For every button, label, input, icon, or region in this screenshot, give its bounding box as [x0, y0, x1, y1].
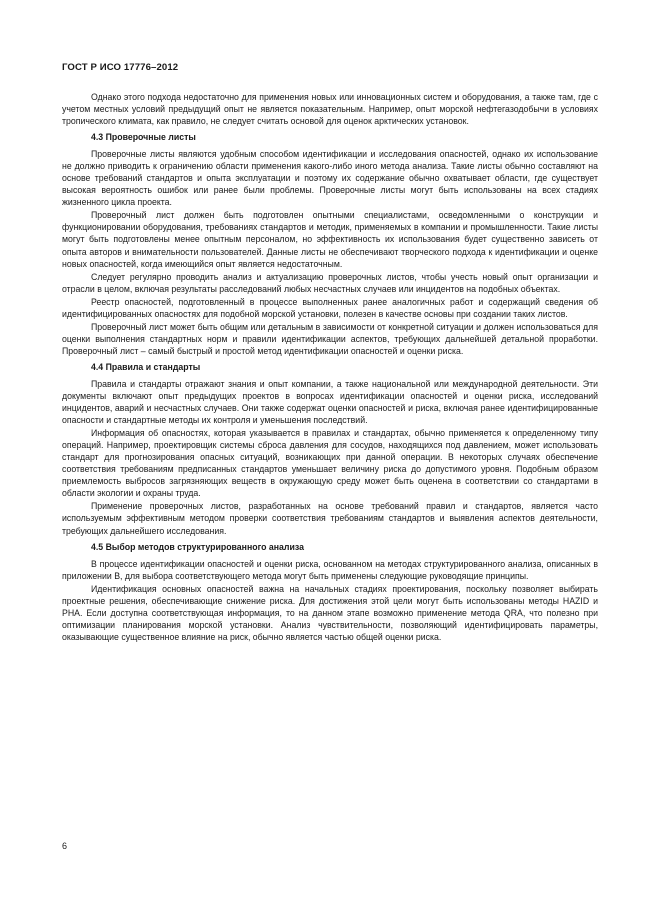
paragraph: Реестр опасностей, подготовленный в процессе выполненных ранее аналогичных работ и содержащий сведения об идентифицированных опасностях для подобной морской установки, полезен в качестве основы при создании таких листов.	[62, 296, 598, 319]
paragraph: Проверочный лист должен быть подготовлен опытными специалистами, осведомленными о конструкции и функционировании оборудования, требованиях стандартов и методик, применяемых в компании и промышленности. Такие листы могут быть подготовлены менее опытным персоналом, но эффективность их использования будет существенно зависеть от опыта авторов и внимательности пользователей. Данные листы не обеспечивают творческого подхода к идентификации и оценке новых опасностей, когда имеющийся опыт является недостаточным.	[62, 210, 598, 269]
paragraph: Применение проверочных листов, разработанных на основе требований правил и стандартов, является часто используемым эффективным методом проверки соответствия требованиям стандартов и выявления аспектов деятельности, требующих дальнейшего исследования.	[62, 501, 598, 536]
paragraph: Правила и стандарты отражают знания и опыт компании, а также национальной или международной деятельности. Эти документы включают опыт предыдущих проектов в вопросах идентификации опасностей и оценки риска, исследований инцидентов, аварий и несчастных случаев. Они также содержат оценки опасностей и риска, включая ранее идентифицированные опасности и стандартные методы их контроля и уменьшения последствий.	[62, 378, 598, 426]
paragraph: Информация об опасностях, которая указывается в правилах и стандартах, обычно применяется к определенному типу операций. Например, проектировщик системы сброса давления для сосудов, находящихся под давлением, может использовать стандарт для прогнозирования опасных ситуаций, возникающих при данной операции. В некоторых случаях обеспечение соответствия требованиям предписанных стандартов уменьшает величину риска до допустимого уровня. Подобным образом приемлемость выбросов загрязняющих веществ в окружающую среду может быть оценена в соответствии со стандартами в области экологии и охраны труда.	[62, 428, 598, 499]
paragraph: Следует регулярно проводить анализ и актуализацию проверочных листов, чтобы учесть новый опыт организации и отрасли в целом, включая результаты расследований любых несчастных случаев или инцидентов на подобных объектах.	[62, 271, 598, 294]
page-number: 6	[62, 841, 68, 851]
page-content	[62, 91, 598, 644]
paragraph: Однако этого подхода недостаточно для применения новых или инновационных систем и оборудования, а также там, где с учетом местных условий предыдущий опыт не является показательным. Например, опыт морской нефтегазодобычи в условиях тропического климата, как правило, не следует считать основой для оценок арктических установок.	[62, 92, 598, 127]
paragraph: Проверочный лист может быть общим или детальным в зависимости от конкретной ситуации и должен использоваться для оценки выполнения стандартных норм и правили идентификации аспектов, требующих дальнейшей детальной проработки. Проверочный лист – самый быстрый и простой метод идентификации опасностей и оценки риска.	[62, 321, 598, 356]
document-header: ГОСТ Р ИСО 17776–2012	[62, 62, 179, 73]
section-heading-4-3: 4.3 Проверочные листы	[91, 132, 196, 143]
section-heading-4-4: 4.4 Правила и стандарты	[91, 361, 201, 372]
section-heading-4-5: 4.5 Выбор методов структурированного анализа	[91, 541, 304, 552]
paragraph: В процессе идентификации опасностей и оценки риска, основанном на методах структурированного анализа, описанных в приложении В, для выбора соответствующего метода могут быть применены следующие руководящие принципы.	[62, 558, 598, 581]
paragraph: Идентификация основных опасностей важна на начальных стадиях проектирования, поскольку позволяет выбирать проектные решения, обеспечивающие снижение риска. Для достижения этой цели могут быть использованы методы HAZID и PHA. Если доступна соответствующая информация, то на данном этапе возможно применение метода QRA, что полезно при оптимизации планирования морской установки. Анализ чувствительности, позволяющий идентифицировать параметры, оказывающие существенное влияние на риск, обычно является частью общей оценки риска.	[62, 583, 598, 642]
paragraph: Проверочные листы являются удобным способом идентификации и исследования опасностей, однако их использование не должно приводить к ограничению области применения какого-либо иного метода анализа. Такие листы обычно составляют на основе требований стандартов и опыта эксплуатации и поэтому их содержание обычно охватывает области, где существует высокая вероятность ошибок или ранее были проблемы. Проверочные листы могут быть использованы на всех стадиях жизненного цикла проекта.	[62, 149, 598, 208]
